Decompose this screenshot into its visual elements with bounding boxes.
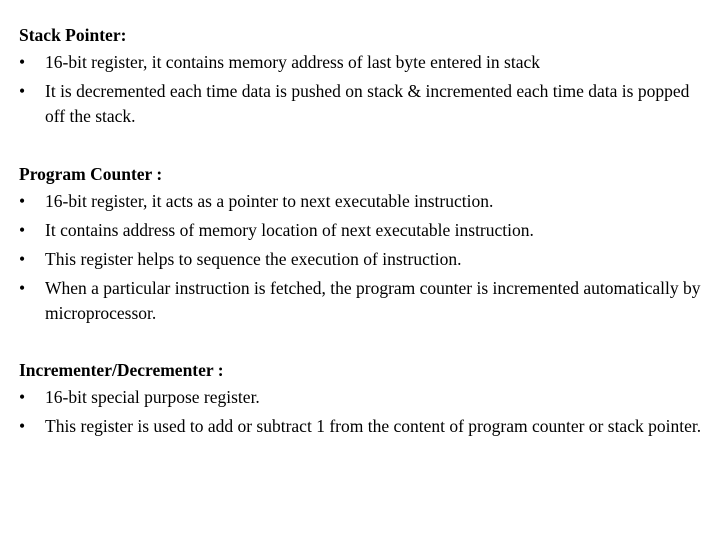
bullet-icon: • <box>19 387 26 407</box>
bullet-text: This register is used to add or subtract 1 from the content of program counter or stack pointer. <box>45 416 702 436</box>
bullet-icon: • <box>19 278 26 298</box>
bullet-text: When a particular instruction is fetched, the program counter is incremented automatically by microprocessor. <box>45 278 701 323</box>
bullet-icon: • <box>19 52 26 72</box>
list-item <box>19 247 709 272</box>
bullet-icon: • <box>19 416 26 436</box>
list-item <box>19 218 709 243</box>
bullet-text: 16-bit special purpose register. <box>45 387 260 407</box>
section-incrementer-decrementer <box>19 356 709 443</box>
bullet-icon: • <box>19 81 26 101</box>
list-item <box>19 276 709 326</box>
bullet-text: This register helps to sequence the execution of instruction. <box>45 249 462 269</box>
list-item <box>19 79 709 129</box>
bullet-icon: • <box>19 220 26 240</box>
bullet-text: It is decremented each time data is pushed on stack & incremented each time data is popped off the stack. <box>45 81 690 126</box>
list-item <box>19 414 709 439</box>
bullet-icon: • <box>19 249 26 269</box>
section-stack-pointer <box>19 21 709 133</box>
section-program-counter <box>19 160 709 330</box>
list-item <box>19 50 709 75</box>
bullet-icon: • <box>19 191 26 211</box>
section-heading: Incrementer/Decrementer : <box>19 360 224 380</box>
bullet-list <box>19 385 709 439</box>
bullet-text: It contains address of memory location of next executable instruction. <box>45 220 534 240</box>
section-heading: Program Counter : <box>19 164 163 184</box>
bullet-list <box>19 50 709 129</box>
bullet-list <box>19 189 709 326</box>
list-item <box>19 189 709 214</box>
section-heading: Stack Pointer: <box>19 25 127 45</box>
bullet-text: 16-bit register, it acts as a pointer to next executable instruction. <box>45 191 494 211</box>
bullet-text: 16-bit register, it contains memory address of last byte entered in stack <box>45 52 540 72</box>
list-item <box>19 385 709 410</box>
